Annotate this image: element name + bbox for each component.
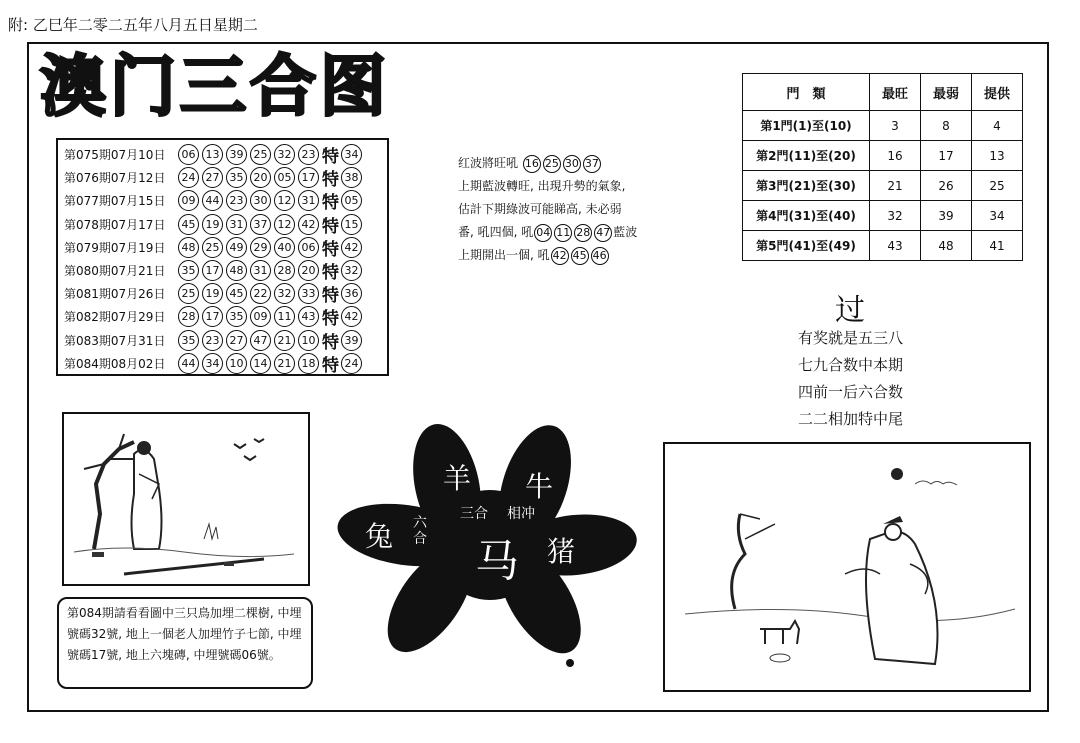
- poem-line: 有奖就是五三八: [798, 329, 904, 347]
- special-label: 特: [322, 170, 339, 191]
- stats-value: 26: [921, 171, 972, 201]
- special-ball: 24: [341, 353, 362, 374]
- special-ball: 34: [341, 144, 362, 165]
- riddle-picture-lady: [663, 442, 1031, 692]
- number-ball: 24: [178, 167, 199, 188]
- number-ball: 30: [250, 190, 271, 211]
- number-ball: 20: [250, 167, 271, 188]
- zodiac-horse: 马: [475, 536, 519, 587]
- number-ball: 09: [178, 190, 199, 211]
- zodiac-pig: 猪: [547, 535, 576, 568]
- number-ball: 35: [226, 167, 247, 188]
- stats-value: 13: [972, 141, 1023, 171]
- stats-value: 21: [870, 171, 921, 201]
- stats-header-row: [743, 74, 1023, 111]
- wave-ball: 04: [534, 224, 552, 242]
- special-label: 特: [322, 216, 339, 237]
- number-ball: 13: [202, 144, 223, 165]
- number-ball: 35: [226, 306, 247, 327]
- number-ball: 35: [178, 260, 199, 281]
- number-ball: 32: [274, 144, 295, 165]
- analysis-line: 估計下期綠波可能睇高, 未必弱: [458, 202, 622, 216]
- special-label: 特: [322, 263, 339, 284]
- draw-row: [64, 282, 383, 305]
- wave-analysis-text: [458, 152, 668, 267]
- stats-group-label: 第4門(31)至(40): [743, 201, 870, 231]
- number-ball: 31: [298, 190, 319, 211]
- number-ball: 40: [274, 237, 295, 258]
- number-ball: 14: [250, 353, 271, 374]
- wave-ball: 16: [523, 155, 541, 173]
- zodiac-flower: [335, 415, 640, 670]
- special-ball: 38: [341, 167, 362, 188]
- stats-header: 提供: [972, 74, 1023, 111]
- stats-value: 17: [921, 141, 972, 171]
- stats-row: [743, 171, 1023, 201]
- number-ball: 12: [274, 214, 295, 235]
- number-ball: 25: [250, 144, 271, 165]
- stats-header: 最旺: [870, 74, 921, 111]
- stats-value: 32: [870, 201, 921, 231]
- wave-ball: 46: [591, 247, 609, 265]
- number-ball: 17: [202, 306, 223, 327]
- special-ball: 15: [341, 214, 362, 235]
- stats-group-label: 第3門(21)至(30): [743, 171, 870, 201]
- number-ball: 10: [298, 330, 319, 351]
- lady-illustration: [665, 444, 1029, 690]
- number-ball: 49: [226, 237, 247, 258]
- number-ball: 27: [226, 330, 247, 351]
- draw-label: 第076期07月12日: [64, 171, 166, 186]
- stats-value: 39: [921, 201, 972, 231]
- poem-line: 七九合数中本期: [798, 356, 904, 374]
- number-ball: 18: [298, 353, 319, 374]
- number-ball: 37: [250, 214, 271, 235]
- number-ball: 23: [298, 144, 319, 165]
- zodiac-rabbit: 兔: [365, 520, 394, 553]
- number-ball: 35: [178, 330, 199, 351]
- special-label: 特: [322, 147, 339, 168]
- number-ball: 44: [202, 190, 223, 211]
- number-ball: 20: [298, 260, 319, 281]
- number-ball: 44: [178, 353, 199, 374]
- stats-header: 最弱: [921, 74, 972, 111]
- special-label: 特: [322, 286, 339, 307]
- draw-row: [64, 352, 383, 375]
- page-title: 澳门三合图: [40, 48, 390, 125]
- wave-ball: 28: [574, 224, 592, 242]
- special-ball: 42: [341, 306, 362, 327]
- wave-ball: 25: [543, 155, 561, 173]
- number-ball: 45: [178, 214, 199, 235]
- number-ball: 05: [274, 167, 295, 188]
- number-ball: 25: [178, 283, 199, 304]
- analysis-text: 藍波: [613, 225, 638, 239]
- special-ball: 36: [341, 283, 362, 304]
- poem-line: 四前一后六合数: [798, 383, 904, 401]
- draw-label: 第082期07月29日: [64, 310, 166, 325]
- zodiac-ox: 牛: [525, 470, 554, 503]
- number-ball: 17: [298, 167, 319, 188]
- draw-row: [64, 166, 383, 189]
- old-man-illustration: [64, 414, 308, 584]
- stats-value: 4: [972, 111, 1023, 141]
- special-label: 特: [322, 193, 339, 214]
- draw-label: 第083期07月31日: [64, 333, 166, 348]
- draw-label: 第084期08月02日: [64, 356, 166, 371]
- stats-row: [743, 111, 1023, 141]
- special-label: 特: [322, 332, 339, 353]
- draw-row: [64, 305, 383, 328]
- wave-ball: 42: [551, 247, 569, 265]
- wave-ball: 11: [554, 224, 572, 242]
- blue-wave-balls: [533, 225, 613, 239]
- zodiac-goat: 羊: [443, 462, 472, 495]
- draw-row: [64, 236, 383, 259]
- analysis-line: [458, 244, 668, 267]
- draw-label: 第075期07月10日: [64, 148, 166, 163]
- special-ball: 42: [341, 237, 362, 258]
- number-ball: 48: [226, 260, 247, 281]
- number-ball: 27: [202, 167, 223, 188]
- number-ball: 10: [226, 353, 247, 374]
- draw-row: [64, 329, 383, 352]
- number-ball: 17: [202, 260, 223, 281]
- analysis-text: 番, 吼四個, 吼: [458, 225, 534, 239]
- label-xiangchong: 相冲: [507, 506, 535, 522]
- label-sanhe: 三合: [460, 506, 488, 522]
- number-ball: 31: [226, 214, 247, 235]
- draw-history-table: [56, 138, 389, 376]
- draw-label: 第079期07月19日: [64, 240, 166, 255]
- number-ball: 28: [274, 260, 295, 281]
- analysis-line: 上期藍波轉旺, 出現升勢的氣象,: [458, 179, 626, 193]
- analysis-line: [458, 221, 668, 244]
- stats-value: 8: [921, 111, 972, 141]
- draw-label: 第080期07月21日: [64, 264, 166, 279]
- stats-value: 48: [921, 231, 972, 261]
- stats-row: [743, 141, 1023, 171]
- stats-header: 門 類: [743, 74, 870, 111]
- number-ball: 23: [202, 330, 223, 351]
- draw-row: [64, 143, 383, 166]
- wave-ball: 47: [594, 224, 612, 242]
- draw-label: 第081期07月26日: [64, 287, 166, 302]
- draw-row: [64, 259, 383, 282]
- special-label: 特: [322, 239, 339, 260]
- number-ball: 19: [202, 283, 223, 304]
- stats-row: [743, 201, 1023, 231]
- red-wave-balls: [522, 156, 602, 170]
- number-ball: 43: [298, 306, 319, 327]
- riddle-note: 第084期請看看圖中三只鳥加埋二棵樹, 中埋號碼32號, 地上一個老人加埋竹子七節, 中埋號碼17號, 地上六塊磚, 中埋號碼06號。: [57, 597, 313, 689]
- number-ball: 45: [226, 283, 247, 304]
- poem-line: 二二相加特中尾: [798, 410, 904, 428]
- group-stats-table: [742, 73, 1023, 261]
- number-ball: 42: [298, 214, 319, 235]
- stats-value: 41: [972, 231, 1023, 261]
- stats-value: 16: [870, 141, 921, 171]
- number-ball: 11: [274, 306, 295, 327]
- poem-title: 过: [835, 293, 865, 328]
- number-ball: 48: [178, 237, 199, 258]
- number-ball: 12: [274, 190, 295, 211]
- stats-group-label: 第2門(11)至(20): [743, 141, 870, 171]
- red-wave-line: [458, 152, 668, 175]
- number-ball: 47: [250, 330, 271, 351]
- stats-value: 3: [870, 111, 921, 141]
- analysis-text: 上期開出一個, 吼: [458, 248, 550, 262]
- number-ball: 32: [274, 283, 295, 304]
- number-ball: 33: [298, 283, 319, 304]
- special-label: 特: [322, 355, 339, 376]
- stats-value: 25: [972, 171, 1023, 201]
- stats-group-label: 第1門(1)至(10): [743, 111, 870, 141]
- number-ball: 39: [226, 144, 247, 165]
- number-ball: 06: [298, 237, 319, 258]
- special-ball: 05: [341, 190, 362, 211]
- number-ball: 28: [178, 306, 199, 327]
- number-ball: 21: [274, 330, 295, 351]
- wave-ball: 45: [571, 247, 589, 265]
- number-ball: 29: [250, 237, 271, 258]
- number-ball: 34: [202, 353, 223, 374]
- stats-value: 34: [972, 201, 1023, 231]
- stats-value: 43: [870, 231, 921, 261]
- stats-group-label: 第5門(41)至(49): [743, 231, 870, 261]
- number-ball: 25: [202, 237, 223, 258]
- last-draw-balls: [550, 248, 610, 262]
- label-liuhe: 六合: [413, 515, 427, 547]
- draw-row: [64, 189, 383, 212]
- stats-row: [743, 231, 1023, 261]
- number-ball: 06: [178, 144, 199, 165]
- draw-row: [64, 213, 383, 236]
- special-label: 特: [322, 309, 339, 330]
- date-line: 附: 乙巳年二零二五年八月五日星期二: [8, 16, 258, 34]
- red-wave-label: 红波將旺吼: [458, 156, 519, 170]
- riddle-picture-old-man: [62, 412, 310, 586]
- wave-ball: 30: [563, 155, 581, 173]
- number-ball: 21: [274, 353, 295, 374]
- draw-label: 第078期07月17日: [64, 217, 166, 232]
- number-ball: 23: [226, 190, 247, 211]
- draw-label: 第077期07月15日: [64, 194, 166, 209]
- special-ball: 32: [341, 260, 362, 281]
- poem: [798, 325, 903, 433]
- number-ball: 09: [250, 306, 271, 327]
- special-ball: 39: [341, 330, 362, 351]
- number-ball: 22: [250, 283, 271, 304]
- number-ball: 31: [250, 260, 271, 281]
- wave-ball: 37: [583, 155, 601, 173]
- number-ball: 19: [202, 214, 223, 235]
